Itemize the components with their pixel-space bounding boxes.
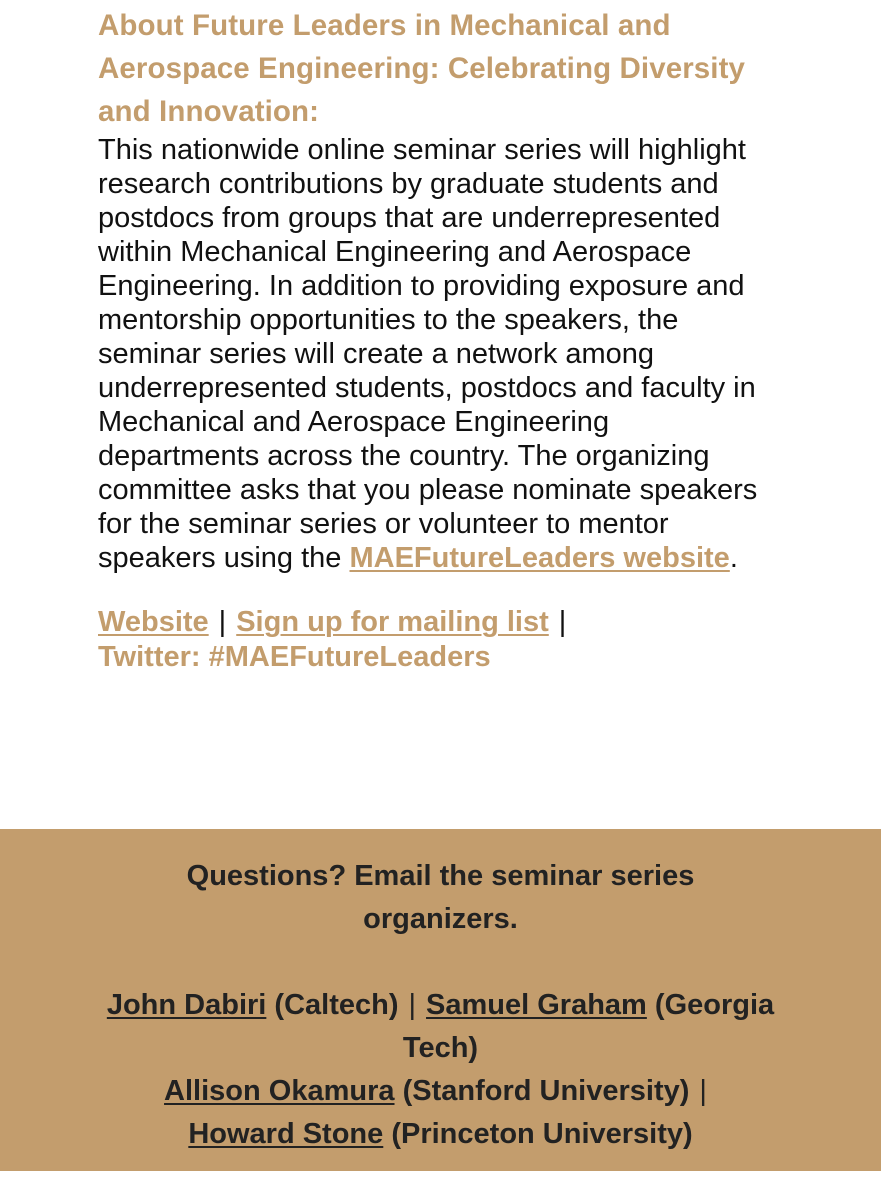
organizer-link-howard-stone[interactable]: Howard Stone: [188, 1118, 384, 1150]
about-body-text: This nationwide online seminar series will highlight research contributions by graduate students and postdocs from groups that are underrepresented within Mechanical Engineering and Aerospace Engineering. In addition to providing exposure and mentorship opportunities to the speakers, the seminar series will create a network among underrepresented students, postdocs and faculty in Mechanical and Aerospace Engineering departments across the country. The organizing committee asks that you please nominate speakers for the seminar series or volunteer to mentor speakers using the: [98, 134, 758, 574]
about-body: [98, 133, 778, 575]
organizer-affiliation: (Princeton University): [391, 1118, 693, 1150]
bottom-margin: [0, 1171, 881, 1200]
footer-question: Questions? Email the seminar series organizers.: [186, 860, 695, 935]
organizer-affiliation: (Stanford University): [402, 1075, 690, 1107]
organizer-affiliation: (Caltech): [274, 989, 399, 1021]
website-link[interactable]: Website: [98, 606, 209, 638]
about-body-end: .: [729, 542, 738, 574]
mae-future-leaders-website-link[interactable]: MAEFutureLeaders website: [349, 542, 730, 574]
organizer-separator: |: [699, 1075, 707, 1107]
about-section: [98, 4, 778, 675]
organizers-footer: [0, 829, 881, 1171]
organizers-list: [81, 984, 801, 1156]
footer-content: [81, 829, 801, 1156]
organizer-link-samuel-graham[interactable]: Samuel Graham: [426, 989, 647, 1021]
links-separator: |: [218, 606, 227, 638]
organizer-link-allison-okamura[interactable]: Allison Okamura: [164, 1075, 395, 1107]
organizer-affiliation: (Georgia Tech): [402, 989, 775, 1064]
links-separator: |: [558, 606, 567, 638]
organizer-link-john-dabiri[interactable]: John Dabiri: [106, 989, 267, 1021]
twitter-hashtag: Twitter: #MAEFutureLeaders: [98, 641, 491, 673]
links-row: [98, 605, 778, 675]
about-heading: About Future Leaders in Mechanical and Aerospace Engineering: Celebrating Diversity and Innovation:: [98, 9, 746, 128]
organizer-separator: |: [408, 989, 417, 1021]
mailing-list-link[interactable]: Sign up for mailing list: [236, 606, 549, 638]
